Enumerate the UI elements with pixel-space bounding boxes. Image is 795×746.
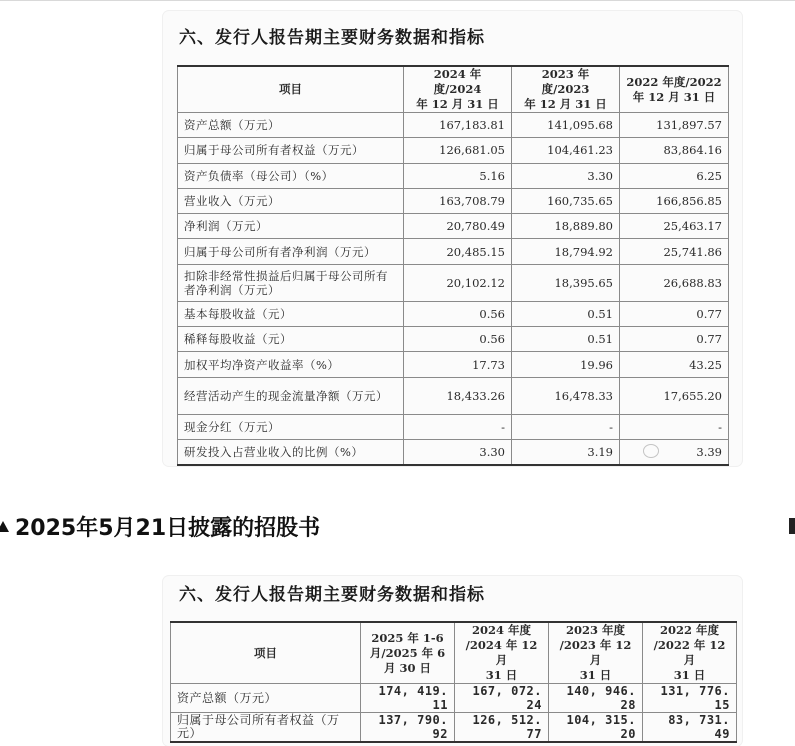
financial-table	[170, 621, 737, 743]
row-value: 0.56	[404, 301, 512, 326]
table-row	[178, 113, 729, 138]
row-value: 167,183.81	[404, 113, 512, 138]
table-row	[178, 352, 729, 377]
row-value: 43.25	[620, 352, 729, 377]
row-value: 3.39	[620, 439, 729, 464]
table-row	[171, 713, 737, 743]
table-row	[178, 163, 729, 188]
row-value: 20,780.49	[404, 214, 512, 239]
row-value: 140, 946. 28	[549, 684, 643, 713]
table-header-row	[171, 622, 737, 684]
row-value: 0.77	[620, 301, 729, 326]
table-row	[178, 264, 729, 301]
table-row	[178, 414, 729, 439]
header-2024: 2024 年度 /2024 年 12 月 31 日	[455, 622, 549, 684]
top-divider	[0, 0, 795, 1]
row-value: 0.51	[512, 301, 620, 326]
header-2022: 2022 年度 /2022 年 12 月 31 日	[643, 622, 737, 684]
row-value: 18,395.65	[512, 264, 620, 301]
row-value: 104, 315. 20	[549, 713, 643, 743]
row-value: 18,794.92	[512, 239, 620, 264]
financial-table-image-2024	[163, 11, 742, 466]
table-header-row	[178, 66, 729, 113]
row-value: 174, 419. 11	[361, 684, 455, 713]
row-value: 131, 776. 15	[643, 684, 737, 713]
header-2022: 2022 年度/2022 年 12 月 31 日	[620, 66, 729, 113]
row-label: 扣除非经常性损益后归属于母公司所有者净利润（万元）	[178, 264, 404, 301]
row-value: 126, 512. 77	[455, 713, 549, 743]
row-value: 18,433.26	[404, 377, 512, 414]
row-label: 经营活动产生的现金流量净额（万元）	[178, 377, 404, 414]
row-value: 16,478.33	[512, 377, 620, 414]
financial-table	[177, 65, 729, 466]
table-row	[171, 684, 737, 713]
row-value: 25,741.86	[620, 239, 729, 264]
header-2023: 2023 年度 /2023 年 12 月 31 日	[549, 622, 643, 684]
row-value: 83,864.16	[620, 138, 729, 163]
row-value: 17,655.20	[620, 377, 729, 414]
table-row	[178, 327, 729, 352]
row-value: 126,681.05	[404, 138, 512, 163]
header-2025h1: 2025 年 1-6 月/2025 年 6 月 30 日	[361, 622, 455, 684]
row-label: 资产总额（万元）	[178, 113, 404, 138]
table-row	[178, 188, 729, 213]
row-label: 归属于母公司所有者权益（万元）	[178, 138, 404, 163]
row-value: 131,897.57	[620, 113, 729, 138]
row-value: 26,688.83	[620, 264, 729, 301]
row-value: 160,735.65	[512, 188, 620, 213]
row-label: 营业收入（万元）	[178, 188, 404, 213]
row-value: 83, 731. 49	[643, 713, 737, 743]
row-label: 归属于母公司所有者权益（万元）	[171, 713, 361, 743]
table-title: 六、发行人报告期主要财务数据和指标	[179, 585, 485, 605]
row-value: -	[404, 414, 512, 439]
row-label: 加权平均净资产收益率（%）	[178, 352, 404, 377]
table-title: 六、发行人报告期主要财务数据和指标	[179, 28, 485, 48]
row-value: 18,889.80	[512, 214, 620, 239]
table-row	[178, 377, 729, 414]
row-value: 5.16	[404, 163, 512, 188]
row-value: 19.96	[512, 352, 620, 377]
row-value: 104,461.23	[512, 138, 620, 163]
triangle-up-icon	[0, 521, 9, 532]
row-value: 166,856.85	[620, 188, 729, 213]
row-value: 3.30	[512, 163, 620, 188]
table-row	[178, 214, 729, 239]
row-value: 163,708.79	[404, 188, 512, 213]
row-label: 资产负债率（母公司）（%）	[178, 163, 404, 188]
row-value: 141,095.68	[512, 113, 620, 138]
row-value: 20,485.15	[404, 239, 512, 264]
row-value: 17.73	[404, 352, 512, 377]
row-value: 0.56	[404, 327, 512, 352]
table-row	[178, 301, 729, 326]
row-label: 净利润（万元）	[178, 214, 404, 239]
row-label: 研发投入占营业收入的比例（%）	[178, 439, 404, 464]
table-row	[178, 239, 729, 264]
row-value: 3.19	[512, 439, 620, 464]
row-value: 137, 790. 92	[361, 713, 455, 743]
row-value: 0.77	[620, 327, 729, 352]
row-label: 归属于母公司所有者净利润（万元）	[178, 239, 404, 264]
weibo-watermark-icon	[643, 442, 719, 460]
table-row	[178, 138, 729, 163]
row-label: 资产总额（万元）	[171, 684, 361, 713]
row-value: 25,463.17	[620, 214, 729, 239]
header-2024: 2024 年度/2024 年 12 月 31 日	[404, 66, 512, 113]
row-label: 现金分红（万元）	[178, 414, 404, 439]
row-label: 稀释每股收益（元）	[178, 327, 404, 352]
section-heading	[0, 512, 320, 540]
row-value: 20,102.12	[404, 264, 512, 301]
header-2023: 2023 年度/2023 年 12 月 31 日	[512, 66, 620, 113]
row-value: 167, 072. 24	[455, 684, 549, 713]
header-item: 项目	[178, 66, 404, 113]
row-value: -	[620, 414, 729, 439]
row-value: -	[512, 414, 620, 439]
row-value: 6.25	[620, 163, 729, 188]
financial-table-image-2025	[163, 576, 742, 746]
section-heading-text: 2025年5月21日披露的招股书	[15, 515, 321, 541]
row-value: 3.30	[404, 439, 512, 464]
header-item: 项目	[171, 622, 361, 684]
row-label: 基本每股收益（元）	[178, 301, 404, 326]
row-value: 0.51	[512, 327, 620, 352]
right-edge-marker	[789, 518, 795, 534]
